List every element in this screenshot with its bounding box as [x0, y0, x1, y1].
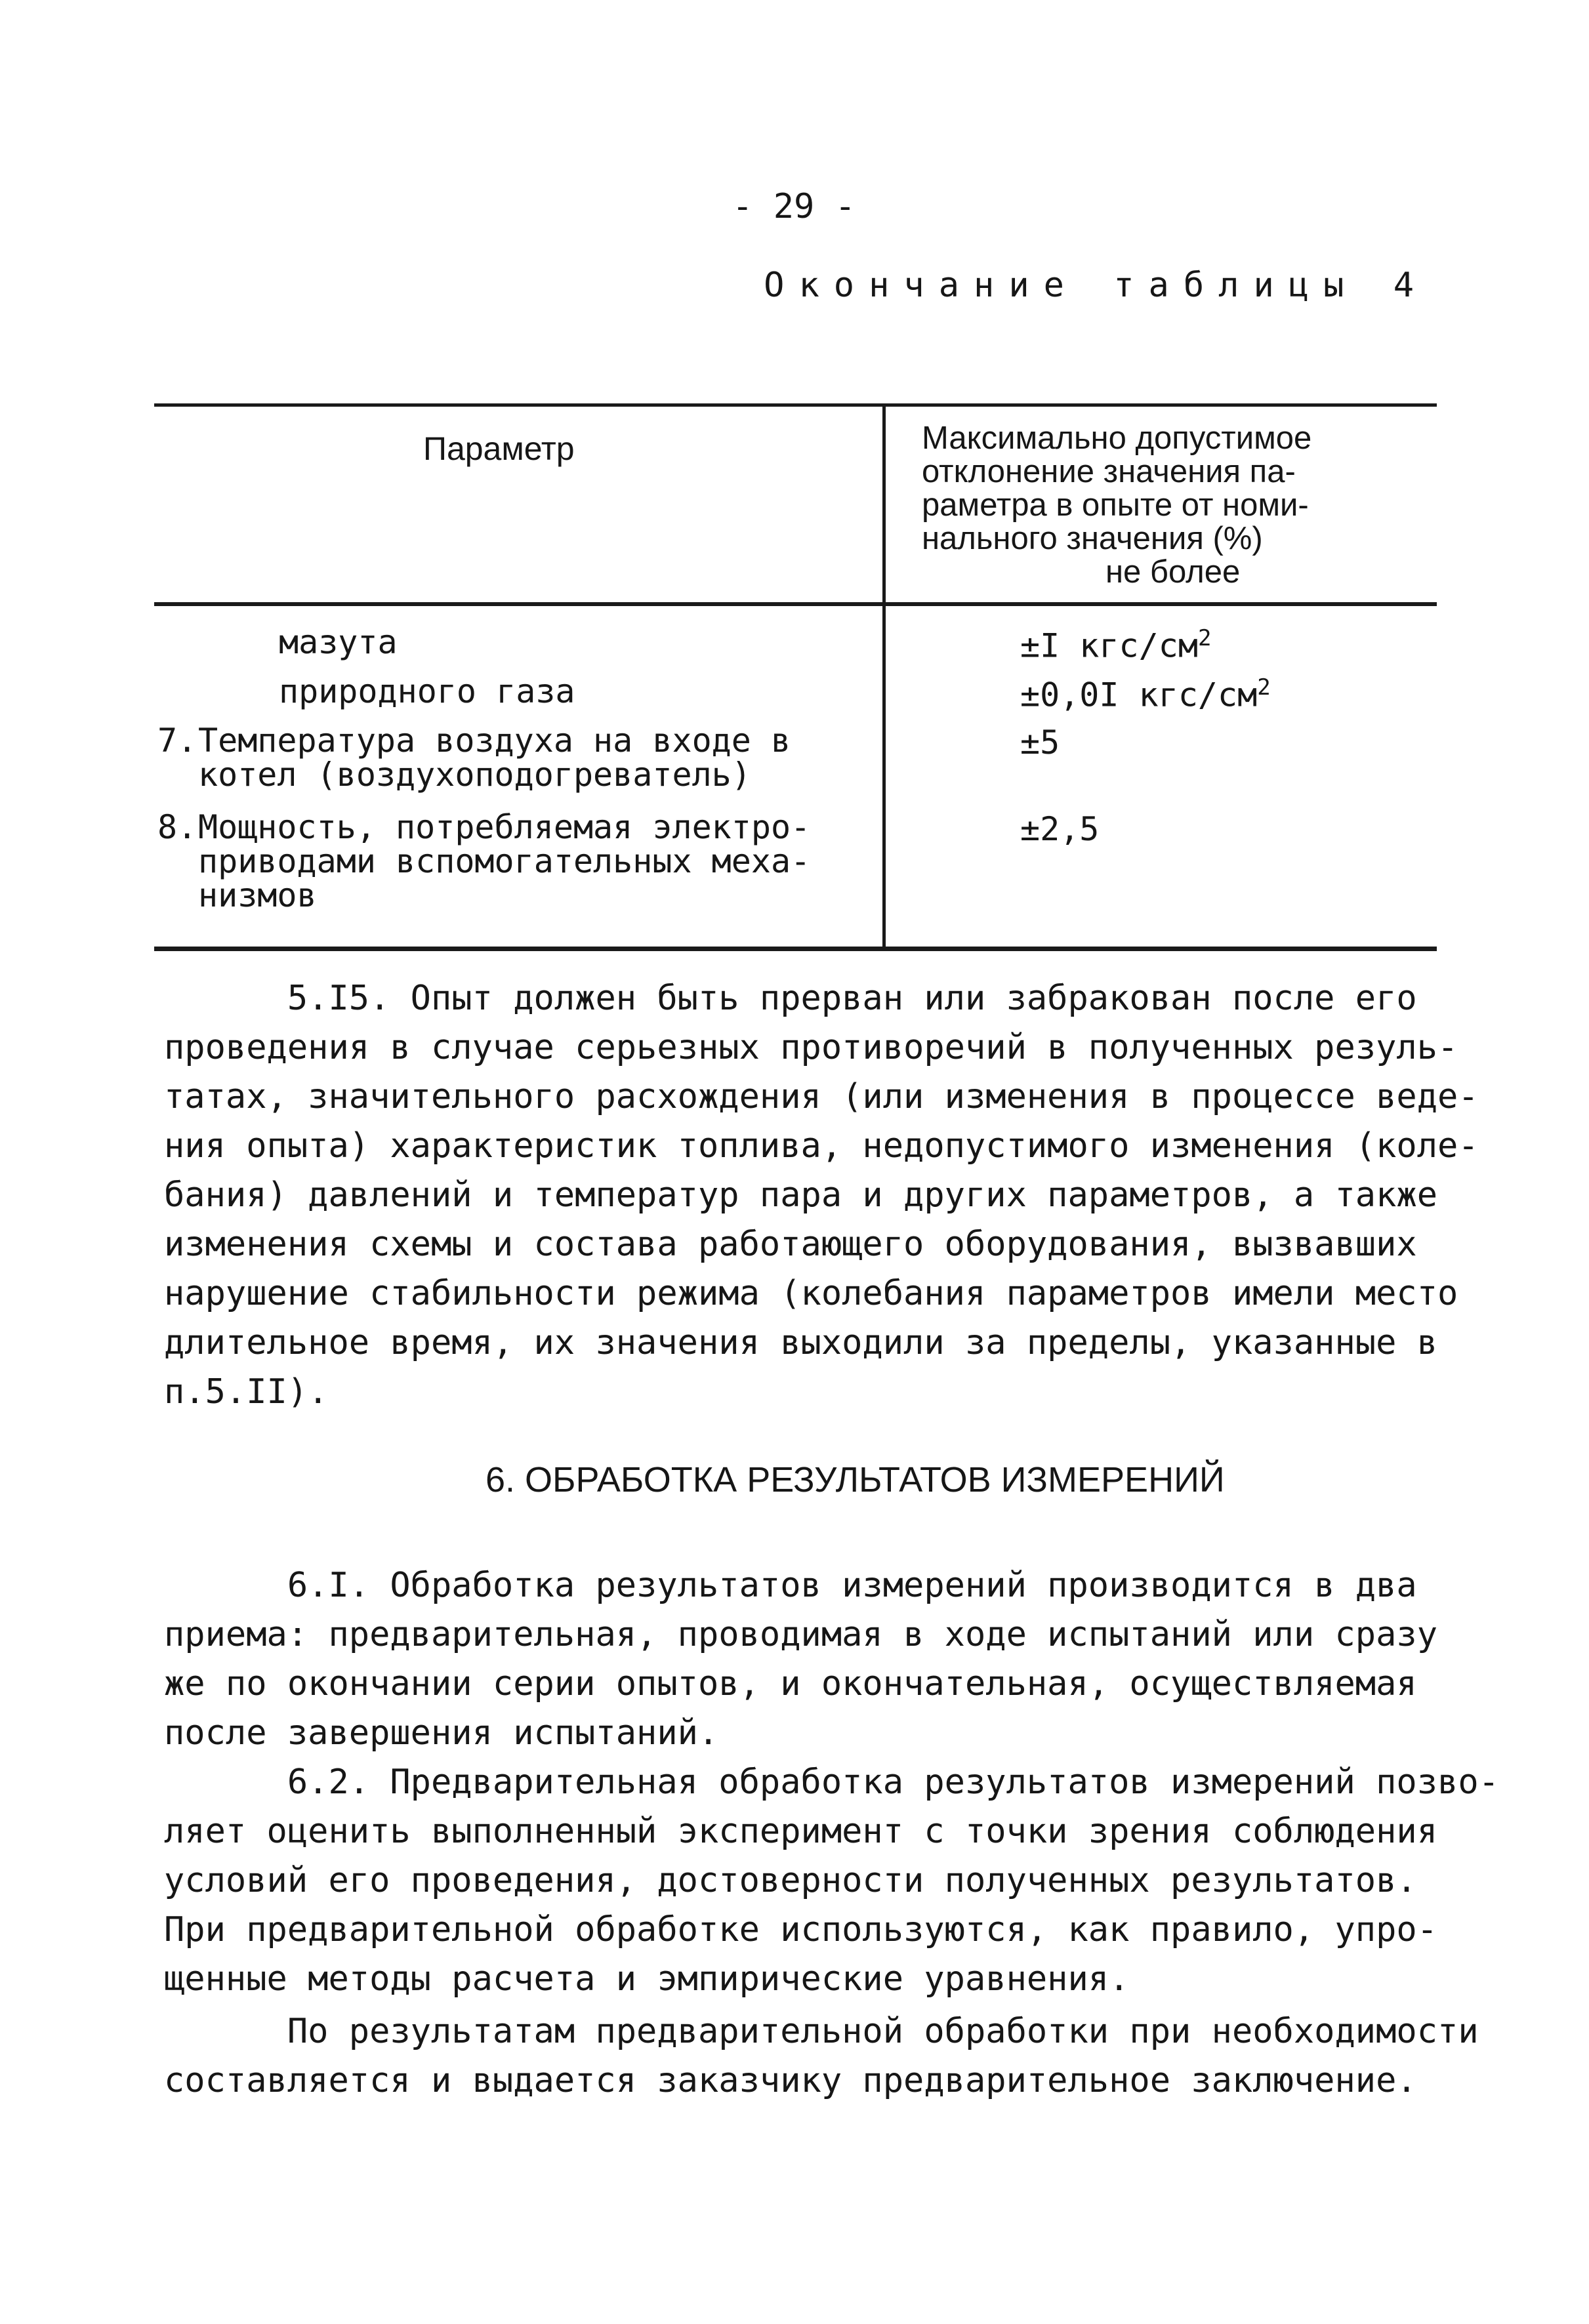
row-number: 8.	[157, 808, 197, 846]
table-row	[157, 810, 873, 915]
text-line: нарушение стабильности режима (колебания параметров имели место	[164, 1274, 1458, 1313]
header-deviation-line: Максимально допустимое	[922, 420, 1312, 456]
text-line: ния опыта) характеристик топлива, недопустимого изменения (коле-	[164, 1126, 1479, 1166]
text-line: татах, значительного расхождения (или изменения в процессе веде-	[164, 1077, 1479, 1116]
text-line: бания) давлений и температур пара и других параметров, а также	[164, 1175, 1438, 1215]
text-line: 6.2. Предварительная обработка результатов измерений позво-	[164, 1763, 1499, 1802]
text-line: По результатам предварительной обработки при необходимости	[164, 2012, 1479, 2051]
page-number: - 29 -	[732, 187, 856, 226]
header-deviation-line: нального значения (%)	[922, 521, 1263, 556]
table-row	[157, 724, 873, 796]
text-line: 6.I. Обработка результатов измерений производится в два	[164, 1566, 1417, 1605]
row-label	[198, 810, 810, 912]
header-deviation-line: отклонение значения па-	[922, 454, 1296, 489]
text-line: ляет оценить выполненный эксперимент с точки зрения соблюдения	[164, 1812, 1438, 1851]
text-line: условий его проведения, достоверности полученных результатов.	[164, 1861, 1417, 1900]
paragraph-6-2-conclusion	[164, 2007, 1479, 2106]
table-column-divider	[882, 403, 886, 949]
text-line: приема: предварительная, проводимая в ходе испытаний или сразу	[164, 1615, 1438, 1654]
text-line: же по окончании серии опытов, и окончательная, осуществляемая	[164, 1664, 1417, 1703]
value-text: ±I кгс/см	[1020, 626, 1198, 665]
value-text: ±0,0I кгс/см	[1020, 676, 1258, 714]
text-line: после завершения испытаний.	[164, 1713, 719, 1753]
row-label-line: Мощность, потребляемая электро-	[198, 808, 811, 846]
text-line: При предварительной обработке используются, как правило, упро-	[164, 1910, 1438, 1949]
header-deviation-line: раметра в опыте от номи-	[922, 487, 1309, 523]
row-label-line: Температура воздуха на входе в	[198, 722, 791, 760]
text-line: составляется и выдается заказчику предварительное заключение.	[164, 2061, 1417, 2100]
row-label: мазута	[279, 623, 398, 661]
table-row	[279, 625, 398, 659]
text-line: изменения схемы и состава работающего оборудования, вызвавших	[164, 1225, 1417, 1264]
text-line: длительное время, их значения выходили за пределы, указанные в	[164, 1323, 1438, 1362]
table-bottom-rule	[154, 947, 1437, 951]
row-value	[1020, 674, 1271, 714]
table-caption: Окончание таблицы 4	[764, 266, 1428, 305]
table-row	[279, 674, 575, 708]
paragraph-5-15	[164, 974, 1479, 1417]
table-header-rule	[154, 602, 1437, 606]
row-label	[198, 724, 791, 792]
row-value	[1020, 625, 1211, 665]
value-text: ±5	[1020, 724, 1060, 762]
row-label-line: котел (воздухоподогреватель)	[198, 756, 751, 794]
section-heading: 6. ОБРАБОТКА РЕЗУЛЬТАТОВ ИЗМЕРЕНИЙ	[485, 1460, 1225, 1499]
value-superscript: 2	[1257, 674, 1271, 701]
value-text: ±2,5	[1020, 810, 1100, 848]
text-line: щенные методы расчета и эмпирические уравнения.	[164, 1959, 1130, 1999]
paragraph-6-1	[164, 1561, 1438, 1758]
row-number: 7.	[157, 722, 197, 760]
row-value	[1020, 724, 1060, 762]
row-label: природного газа	[279, 672, 575, 710]
parameters-table	[154, 403, 1437, 948]
table-top-rule	[154, 403, 1437, 407]
value-superscript: 2	[1197, 625, 1212, 651]
header-deviation-line: не более	[1105, 554, 1241, 590]
paragraph-6-2	[164, 1758, 1499, 2004]
text-line: проведения в случае серьезных противоречий в полученных резуль-	[164, 1028, 1458, 1067]
row-value	[1020, 810, 1099, 848]
header-deviation	[922, 422, 1394, 589]
row-label-line: низмов	[198, 876, 317, 914]
header-parameter: Параметр	[423, 430, 575, 467]
row-label-line: приводами вспомогательных меха-	[198, 842, 811, 880]
text-line: п.5.II).	[164, 1372, 329, 1412]
text-line: 5.I5. Опыт должен быть прерван или забракован после его	[164, 979, 1417, 1018]
